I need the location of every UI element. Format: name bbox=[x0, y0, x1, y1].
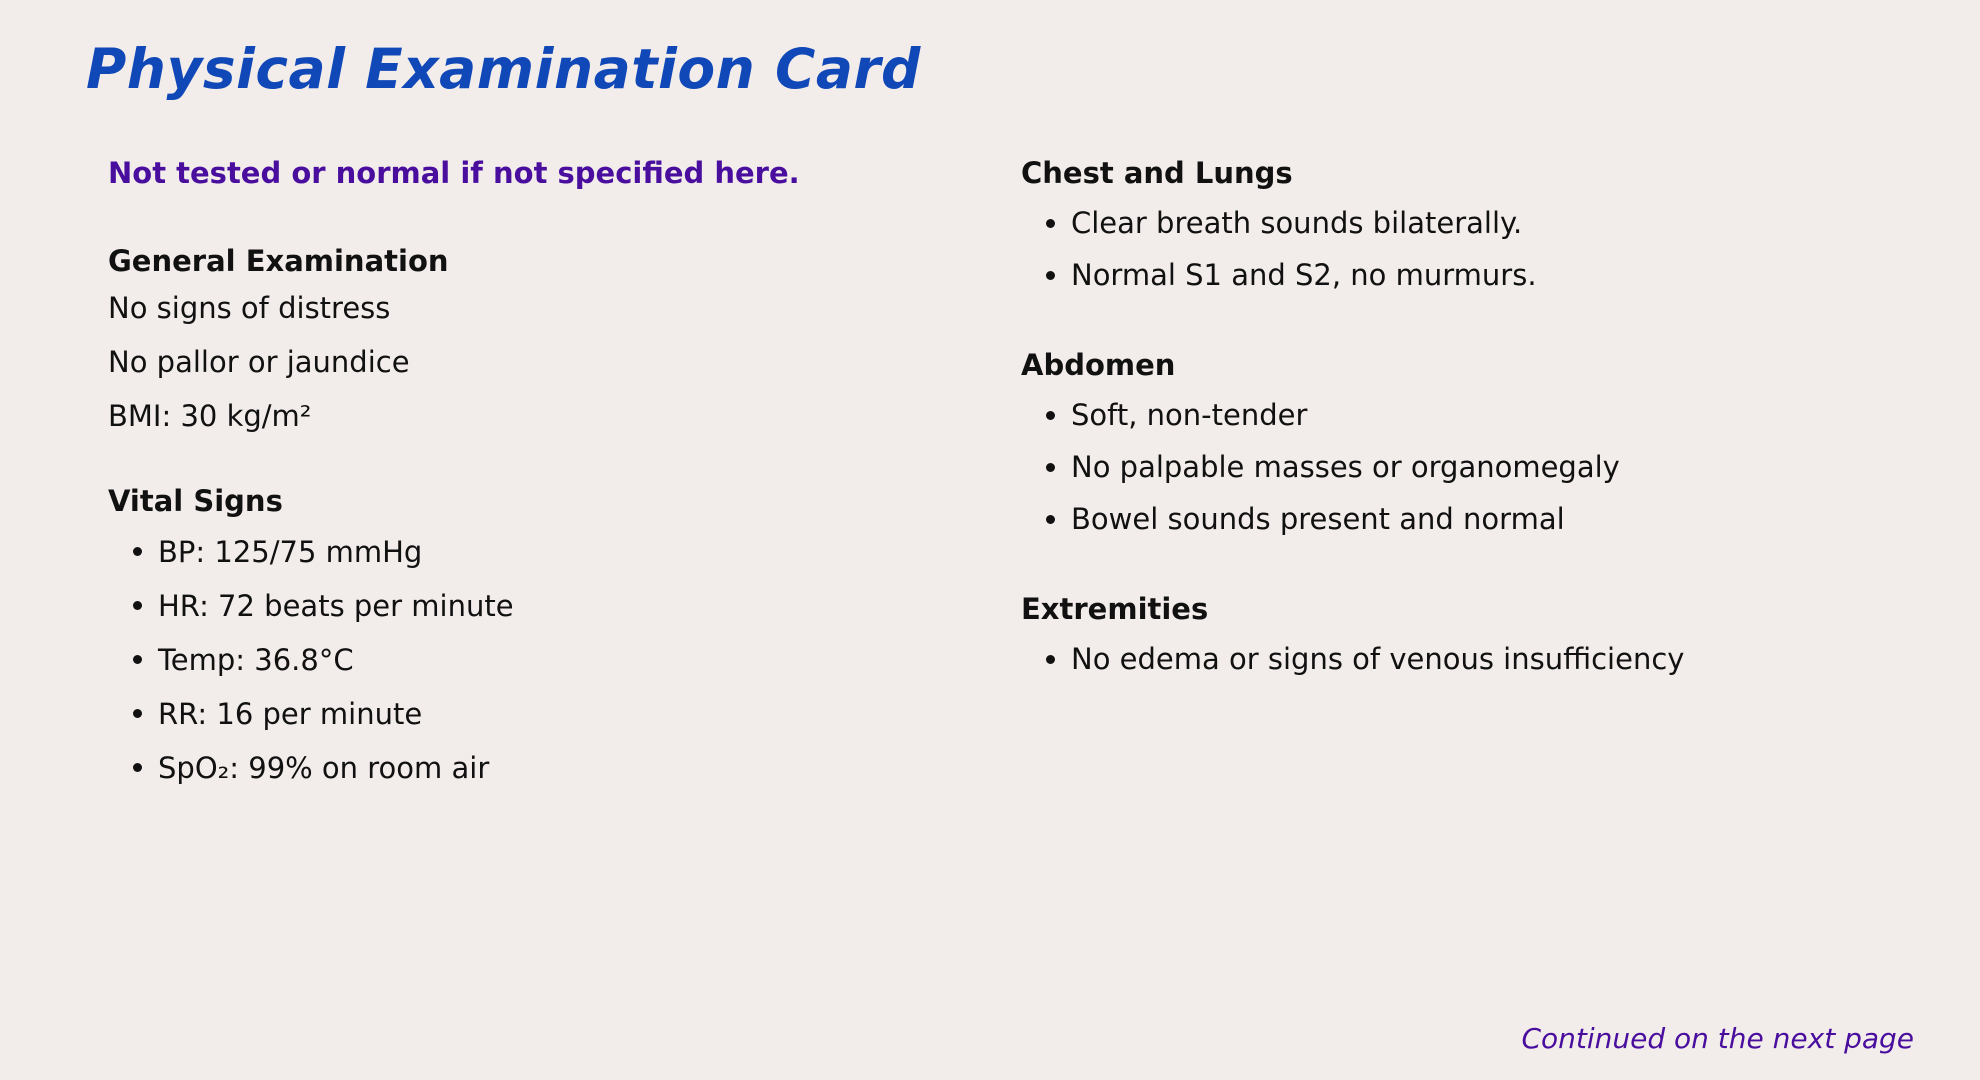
vital-sign-text: HR: 72 beats per minute bbox=[158, 589, 514, 623]
abdomen-list bbox=[1021, 389, 1921, 545]
chest-finding-text: Normal S1 and S2, no murmurs. bbox=[1071, 258, 1537, 292]
vital-sign-text: Temp: 36.8°C bbox=[158, 643, 354, 677]
bullet-icon bbox=[133, 709, 142, 718]
list-item bbox=[1021, 633, 1921, 685]
extremities-heading: Extremities bbox=[1021, 592, 1209, 626]
general-line: No signs of distress bbox=[108, 291, 391, 325]
vital-sign-text: SpO₂: 99% on room air bbox=[158, 751, 490, 785]
vital-signs-section bbox=[108, 481, 968, 795]
list-item bbox=[108, 741, 968, 795]
list-item bbox=[1021, 441, 1921, 493]
list-item bbox=[108, 579, 968, 633]
continuation-note: Continued on the next page bbox=[1521, 1022, 1914, 1055]
left-column bbox=[108, 153, 968, 795]
general-line: No pallor or jaundice bbox=[108, 345, 410, 379]
abdomen-heading: Abdomen bbox=[1021, 348, 1176, 382]
abdomen-finding-text: Bowel sounds present and normal bbox=[1071, 502, 1565, 536]
abdomen-finding-text: Soft, non-tender bbox=[1071, 398, 1308, 432]
general-examination-section bbox=[108, 241, 968, 443]
list-item bbox=[1021, 493, 1921, 545]
vital-sign-text: BP: 125/75 mmHg bbox=[158, 535, 423, 569]
bullet-icon bbox=[1046, 271, 1055, 280]
vital-signs-list bbox=[108, 525, 968, 795]
extremities-list bbox=[1021, 633, 1921, 685]
bullet-icon bbox=[1046, 463, 1055, 472]
chest-lungs-heading: Chest and Lungs bbox=[1021, 156, 1293, 190]
vital-sign-text: RR: 16 per minute bbox=[158, 697, 423, 731]
general-line: BMI: 30 kg/m² bbox=[108, 399, 312, 433]
notice-text: Not tested or normal if not specified here. bbox=[108, 156, 800, 190]
bullet-icon bbox=[133, 601, 142, 610]
vital-signs-heading: Vital Signs bbox=[108, 484, 283, 518]
bullet-icon bbox=[1046, 411, 1055, 420]
chest-finding-text: Clear breath sounds bilaterally. bbox=[1071, 206, 1523, 240]
bullet-icon bbox=[133, 547, 142, 556]
chest-lungs-list bbox=[1021, 197, 1921, 301]
bullet-icon bbox=[1046, 655, 1055, 664]
list-item bbox=[1021, 389, 1921, 441]
list-item bbox=[108, 633, 968, 687]
general-examination-heading: General Examination bbox=[108, 244, 449, 278]
chest-lungs-section bbox=[1021, 153, 1921, 301]
bullet-icon bbox=[1046, 515, 1055, 524]
right-column bbox=[1021, 153, 1921, 685]
list-item bbox=[108, 525, 968, 579]
bullet-icon bbox=[1046, 219, 1055, 228]
abdomen-section bbox=[1021, 345, 1921, 545]
bullet-icon bbox=[133, 655, 142, 664]
bullet-icon bbox=[133, 763, 142, 772]
extremities-section bbox=[1021, 589, 1921, 685]
list-item bbox=[1021, 249, 1921, 301]
page-title: Physical Examination Card bbox=[86, 37, 921, 101]
abdomen-finding-text: No palpable masses or organomegaly bbox=[1071, 450, 1620, 484]
extremities-finding-text: No edema or signs of venous insufficiency bbox=[1071, 642, 1685, 676]
list-item bbox=[108, 687, 968, 741]
list-item bbox=[1021, 197, 1921, 249]
